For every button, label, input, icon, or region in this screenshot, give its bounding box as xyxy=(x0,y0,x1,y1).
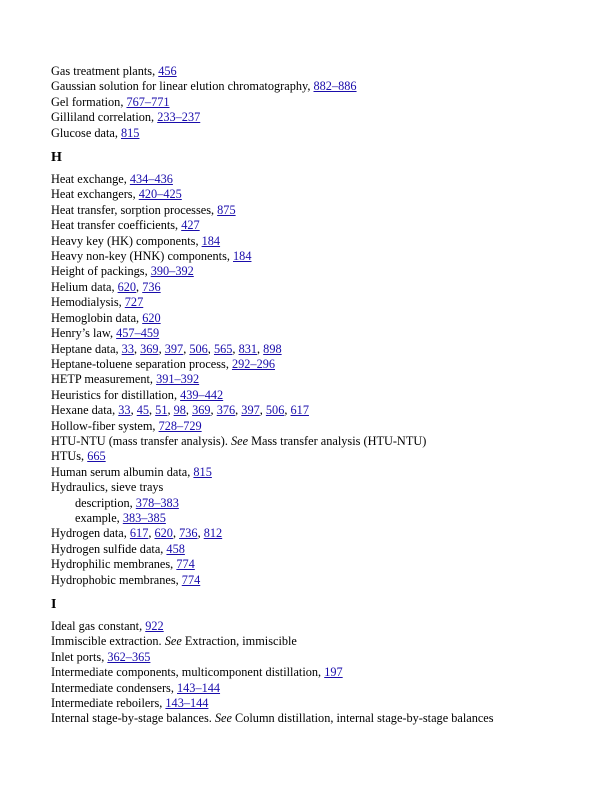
entry-term: Ideal gas constant, xyxy=(51,619,146,633)
page-number-link[interactable]: 774 xyxy=(181,572,201,587)
page-number-link[interactable]: 197 xyxy=(324,665,343,680)
page-number-link[interactable]: 369 xyxy=(140,341,159,356)
page-number-link[interactable]: 143–144 xyxy=(165,696,209,711)
page-number-link[interactable]: 767–771 xyxy=(126,94,170,109)
page-number-link[interactable]: 457–459 xyxy=(116,326,160,341)
entry-term: HTUs, xyxy=(51,449,88,464)
page-number-link[interactable]: 378–383 xyxy=(135,495,179,510)
entry-term: Intermediate reboilers, xyxy=(51,696,166,711)
entry-term: Intermediate condensers, xyxy=(51,680,177,695)
index-entry xyxy=(51,557,601,572)
entry-term: Helium data, xyxy=(51,279,118,294)
entry-term: Heptane-toluene separation process, xyxy=(51,356,232,371)
page-number-link[interactable]: 98 xyxy=(173,403,186,418)
page-number-link[interactable]: 728–729 xyxy=(158,418,202,433)
page-number-link[interactable]: 427 xyxy=(181,218,200,233)
entry-term: Gaussian solution for linear elution chromatography, xyxy=(51,79,314,94)
page-number-link[interactable]: 456 xyxy=(158,64,177,78)
entry-term: Inlet ports, xyxy=(51,649,108,664)
index-entry xyxy=(51,172,601,187)
entry-term: Heavy non-key (HNK) components, xyxy=(51,249,234,264)
index-entry xyxy=(51,542,601,557)
section-letter-heading: I xyxy=(51,597,57,612)
entry-term: Intermediate components, multicomponent distillation, xyxy=(51,665,325,680)
index-entry xyxy=(51,218,601,233)
index-entry xyxy=(51,372,601,387)
entry-term: Immiscible extraction. xyxy=(51,634,165,649)
index-entry xyxy=(51,650,601,665)
see-reference-target: Mass transfer analysis (HTU-NTU) xyxy=(248,433,427,448)
entry-term: Height of packings, xyxy=(51,264,151,279)
index-entry xyxy=(51,465,601,480)
page-number-link[interactable]: 434–436 xyxy=(129,172,173,187)
page-number-link[interactable]: 727 xyxy=(124,295,144,310)
index-entry xyxy=(51,480,601,495)
page-number-link[interactable]: 391–392 xyxy=(156,372,200,387)
page-number-link[interactable]: 875 xyxy=(217,202,236,217)
index-entry: Hydrogen data, 617, 620, 736, 812 xyxy=(51,526,223,541)
entry-term: Heuristics for distillation, xyxy=(51,387,181,402)
page-number-link[interactable]: 33 xyxy=(121,341,134,356)
entry-term: Hydrophobic membranes, xyxy=(51,572,182,587)
entry-term: example, xyxy=(75,510,123,525)
page-number-link[interactable]: 565 xyxy=(213,341,233,356)
entry-term: Heat exchangers, xyxy=(51,187,139,202)
index-entry xyxy=(51,64,601,79)
index-entry xyxy=(51,326,601,341)
entry-term: Hydraulics, sieve trays xyxy=(51,480,164,495)
index-entry xyxy=(51,95,601,110)
entry-term: Hydrogen sulfide data, xyxy=(51,541,167,556)
index-entry: Helium data, 620, 736 xyxy=(51,279,161,294)
page-number-link[interactable]: 831 xyxy=(238,341,258,356)
index-entry xyxy=(51,665,601,680)
index-entry xyxy=(51,573,601,588)
index-section xyxy=(51,597,601,727)
page-number-link[interactable]: 506 xyxy=(189,341,208,356)
index-entry xyxy=(51,110,601,125)
index-entry xyxy=(51,311,601,326)
page-number-link[interactable]: 774 xyxy=(176,557,195,572)
index-entry xyxy=(51,711,601,726)
page-number-link[interactable]: 369 xyxy=(192,403,211,418)
entry-term: Hydrophilic membranes, xyxy=(51,557,177,572)
index-entry: Hexane data, 33, 45, 51, 98, 369, 376, 397, 506, 617 xyxy=(51,403,309,418)
index-entry xyxy=(51,388,601,403)
page-number-link[interactable]: 617 xyxy=(290,403,309,418)
see-reference-label: See xyxy=(214,711,232,726)
page-number-link[interactable]: 390–392 xyxy=(150,264,194,279)
page-number-link[interactable]: 233–237 xyxy=(157,110,201,125)
index-entry xyxy=(51,234,601,249)
page-number-link[interactable]: 362–365 xyxy=(107,649,151,664)
entry-term: Human serum albumin data, xyxy=(51,464,194,479)
page-number-link[interactable]: 45 xyxy=(136,403,150,418)
page-number-link[interactable]: 665 xyxy=(87,449,106,464)
index-entry xyxy=(51,696,601,711)
index-entry xyxy=(51,126,601,141)
index-entry xyxy=(51,295,601,310)
entry-term: Hexane data, xyxy=(51,403,119,418)
index-entry xyxy=(51,619,601,634)
see-reference-target: Extraction, immiscible xyxy=(181,634,297,649)
entry-term: Heat exchange, xyxy=(51,172,130,187)
index-entry xyxy=(51,357,601,372)
entry-term: Henry’s law, xyxy=(51,326,117,341)
page-number-link[interactable]: 292–296 xyxy=(231,356,276,371)
entry-term: Hollow-fiber system, xyxy=(51,418,159,433)
section-letter-heading: H xyxy=(51,150,62,166)
index-subentry xyxy=(51,496,601,511)
see-reference-label: See xyxy=(164,634,182,649)
page-number-link[interactable]: 620 xyxy=(154,526,173,541)
entry-term: description, xyxy=(75,495,136,510)
index-entry xyxy=(51,79,601,94)
index-subentry xyxy=(51,511,601,526)
page-number-link[interactable]: 815 xyxy=(193,464,212,479)
page-number-link[interactable]: 33 xyxy=(118,403,131,418)
see-reference-target: Column distillation, internal stage-by-stage balances xyxy=(231,711,494,726)
entry-term: HTU-NTU (mass transfer analysis). xyxy=(51,433,231,448)
index-entry xyxy=(51,264,601,279)
page-number-link[interactable]: 620 xyxy=(142,310,161,325)
page-number-link[interactable]: 143–144 xyxy=(177,680,221,695)
index-entry xyxy=(51,419,601,434)
page-number-link[interactable]: 812 xyxy=(203,526,223,541)
index-entry xyxy=(51,249,601,264)
page-number-link[interactable]: 184 xyxy=(233,249,252,264)
entry-term: Heavy key (HK) components, xyxy=(51,233,202,248)
index-entry: Heptane data, 33, 369, 397, 506, 565, 831, 898 xyxy=(51,341,282,356)
entry-term: Hydrogen data, xyxy=(51,526,130,541)
page-number-link[interactable]: 397 xyxy=(241,403,260,418)
page-number-link[interactable]: 736 xyxy=(179,526,198,541)
index-entry xyxy=(51,187,601,202)
page-number-link[interactable]: 922 xyxy=(145,619,164,633)
see-reference-label: See xyxy=(230,433,249,448)
entry-term: HETP measurement, xyxy=(51,372,157,387)
entry-term: Hemodialysis, xyxy=(51,295,125,310)
page-number-link[interactable]: 617 xyxy=(129,526,149,541)
page-number-link[interactable]: 736 xyxy=(142,279,161,294)
entry-term: Gel formation, xyxy=(51,94,127,109)
entry-term: Hemoglobin data, xyxy=(51,310,143,325)
entry-term: Gilliland correlation, xyxy=(51,110,158,125)
page-number-link[interactable]: 376 xyxy=(216,403,236,418)
page-number-link[interactable]: 383–385 xyxy=(122,510,166,525)
entry-term: Heat transfer, sorption processes, xyxy=(51,202,218,217)
page-number-link[interactable]: 397 xyxy=(164,341,184,356)
page-number-link[interactable]: 184 xyxy=(201,233,221,248)
index-entry xyxy=(51,681,601,696)
page-number-link[interactable]: 458 xyxy=(166,541,185,556)
entry-term: Internal stage-by-stage balances. xyxy=(51,711,215,726)
index-entry xyxy=(51,634,601,649)
page-number-link[interactable]: 882–886 xyxy=(313,79,357,94)
entry-term: Glucose data, xyxy=(51,125,121,140)
page-number-link[interactable]: 420–425 xyxy=(138,187,182,202)
entry-term: Gas treatment plants, xyxy=(51,64,159,78)
entry-term: Heat transfer coefficients, xyxy=(51,218,182,233)
page-number-link[interactable]: 51 xyxy=(155,403,168,418)
page-number-link[interactable]: 620 xyxy=(117,279,137,294)
index-section xyxy=(51,64,601,141)
index-section xyxy=(51,150,601,588)
index-entry xyxy=(51,449,601,464)
page-number-link[interactable]: 439–442 xyxy=(180,387,224,402)
entry-term: Heptane data, xyxy=(51,341,122,356)
index-entry xyxy=(51,203,601,218)
page-number-link[interactable]: 815 xyxy=(121,125,140,140)
index-entry xyxy=(51,434,601,449)
index-list xyxy=(51,64,601,727)
page-number-link[interactable]: 506 xyxy=(265,403,285,418)
page-number-link[interactable]: 898 xyxy=(263,341,282,356)
